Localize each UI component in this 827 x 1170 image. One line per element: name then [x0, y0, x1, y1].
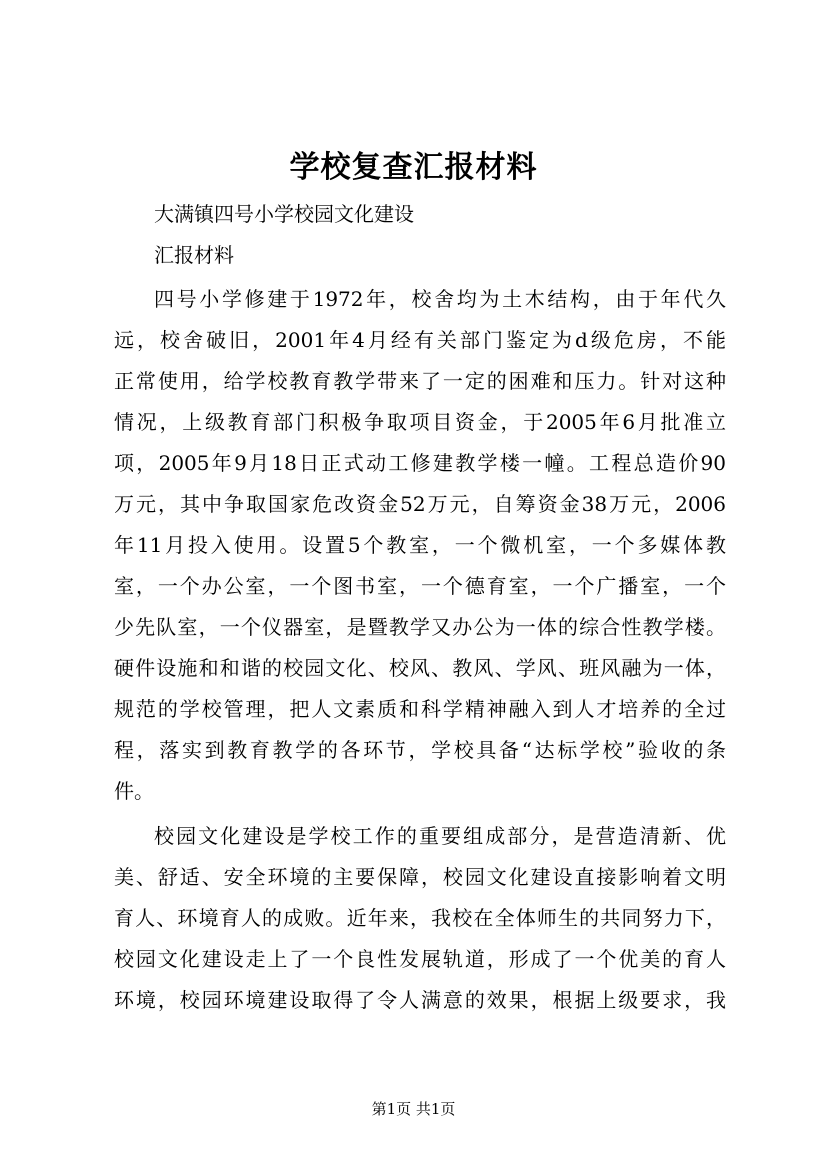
text-line: 硬件设施和和谐的校园文化、校风、教风、学风、班风融为一体， — [114, 656, 726, 680]
document-title: 学校复查汇报材料 — [289, 150, 538, 185]
text-line: 项，2005年9月18日正式动工修建教学楼一幢。工程总造价90 — [114, 451, 726, 475]
text-line: 校园文化建设走上了一个良性发展轨道，形成了一个优美的育人 — [114, 947, 726, 971]
text-line: 育人、环境育人的成败。近年来，我校在全体师生的共同努力下， — [114, 906, 726, 930]
text-line: 情况，上级教育部门积极争取项目资金，于2005年6月批准立 — [114, 410, 726, 434]
subtitle-line: 大满镇四号小学校园文化建设 — [154, 202, 414, 226]
text-line: 室，一个办公室，一个图书室，一个德育室，一个广播室，一个 — [114, 574, 726, 598]
text-line: 环境，校园环境建设取得了令人满意的效果，根据上级要求，我 — [114, 988, 726, 1012]
text-line: 少先队室，一个仪器室，是暨教学又办公为一体的综合性教学楼。 — [114, 615, 726, 639]
text-line: 万元，其中争取国家危改资金52万元，自筹资金38万元，2006 — [114, 492, 726, 516]
text-line: 规范的学校管理，把人文素质和科学精神融入到人才培养的全过 — [114, 697, 726, 721]
text-line: 正常使用，给学校教育教学带来了一定的困难和压力。针对这种 — [114, 369, 726, 393]
subtitle-line: 汇报材料 — [154, 243, 234, 267]
text-line: 美、舒适、安全环境的主要保障，校园文化建设直接影响着文明 — [114, 865, 726, 889]
page-footer: 第1页 共1页 — [371, 1100, 456, 1118]
text-line: 程，落实到教育教学的各环节，学校具备“达标学校”验收的条 — [114, 738, 726, 762]
text-line: 件。 — [114, 779, 154, 803]
text-line: 四号小学修建于1972年，校舍均为土木结构，由于年代久 — [154, 287, 726, 311]
text-line: 校园文化建设是学校工作的重要组成部分，是营造清新、优 — [154, 824, 726, 848]
text-line: 远，校舍破旧，2001年4月经有关部门鉴定为d级危房，不能 — [114, 328, 726, 352]
text-line: 年11月投入使用。设置5个教室，一个微机室，一个多媒体教 — [114, 533, 726, 557]
